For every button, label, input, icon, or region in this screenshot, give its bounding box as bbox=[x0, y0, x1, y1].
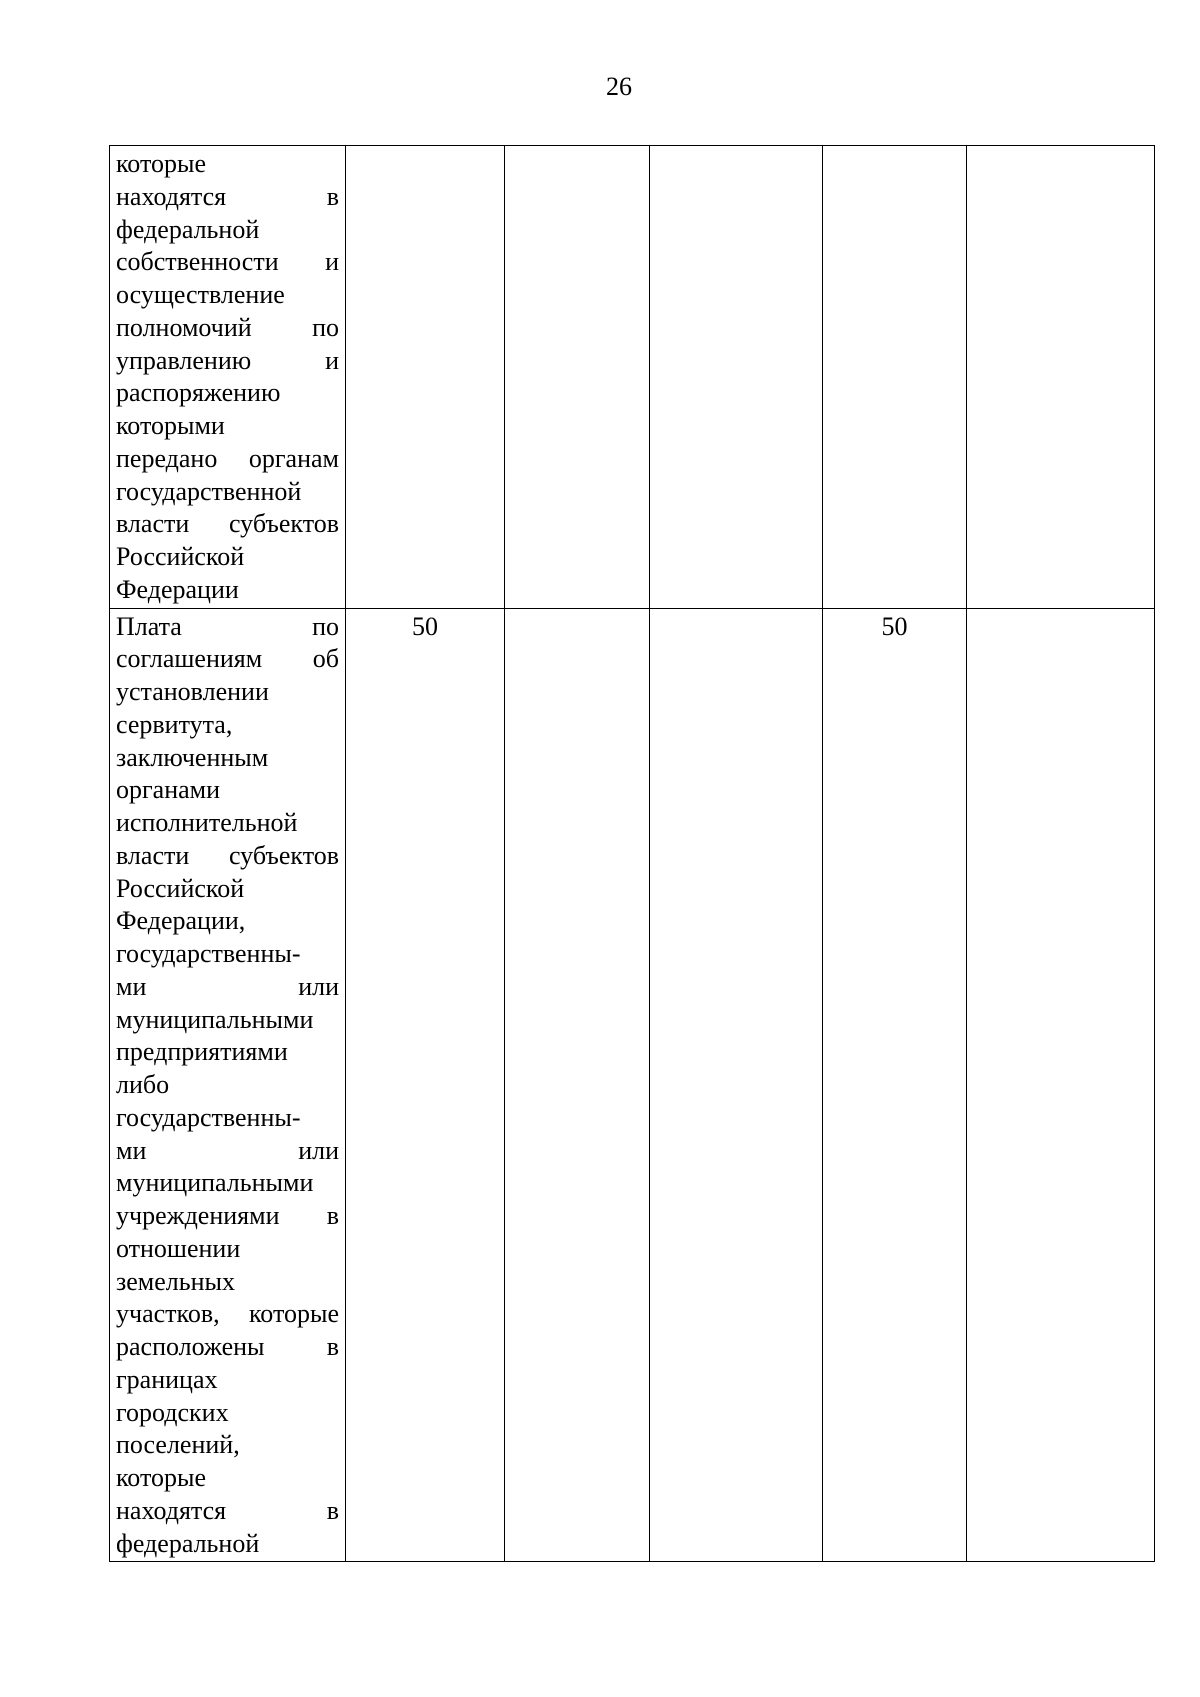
description-line: ми или bbox=[116, 971, 339, 1001]
row-description bbox=[110, 146, 346, 609]
description-line: предприятиями bbox=[116, 1037, 288, 1067]
table-cell bbox=[346, 146, 505, 609]
description-line: которые bbox=[116, 1463, 206, 1492]
table-cell: 50 bbox=[823, 608, 967, 1562]
description-line: власти субъектов bbox=[116, 840, 339, 870]
description-line: границах bbox=[116, 1364, 218, 1394]
description-line: муниципальными bbox=[116, 1168, 314, 1198]
description-line: органами bbox=[116, 775, 221, 805]
description-line: расположены в bbox=[116, 1332, 339, 1361]
description-line: сервитута, bbox=[116, 709, 233, 739]
description-line: государственны- bbox=[116, 1102, 301, 1132]
table-cell: 50 bbox=[346, 608, 505, 1562]
table-cell bbox=[505, 608, 650, 1562]
description-line: Российской bbox=[116, 542, 245, 571]
row-description bbox=[110, 608, 346, 1562]
description-line: федеральной bbox=[116, 214, 260, 244]
description-line: городских bbox=[116, 1397, 229, 1427]
description-line: либо bbox=[116, 1070, 170, 1099]
table-cell bbox=[650, 146, 823, 609]
table-cell bbox=[505, 146, 650, 609]
description-line: которыми bbox=[116, 411, 225, 440]
page-number: 26 bbox=[606, 72, 632, 101]
description-line: Федерации bbox=[116, 574, 239, 604]
description-line: которые bbox=[116, 149, 206, 178]
description-line: полномочий по bbox=[116, 312, 339, 342]
description-line: собственности и bbox=[116, 247, 339, 277]
description-line: Плата по bbox=[116, 611, 339, 641]
description-line: Российской bbox=[116, 873, 245, 903]
description-line: управлению и bbox=[116, 345, 339, 375]
description-line: распоряжению bbox=[116, 378, 281, 408]
table-cell bbox=[650, 608, 823, 1562]
description-line: находятся в bbox=[116, 181, 339, 211]
description-line: государственны- bbox=[116, 939, 301, 968]
budget-table bbox=[109, 145, 1155, 1562]
description-line: установлении bbox=[116, 677, 269, 706]
description-line: ми или bbox=[116, 1135, 339, 1165]
table-cell bbox=[823, 146, 967, 609]
description-line: передано органам bbox=[116, 443, 339, 473]
description-line: осуществление bbox=[116, 280, 285, 309]
description-line: федеральной bbox=[116, 1528, 260, 1558]
description-line: муниципальными bbox=[116, 1004, 314, 1034]
description-line: государственной bbox=[116, 476, 302, 506]
description-line: находятся в bbox=[116, 1495, 339, 1525]
description-line: власти субъектов bbox=[116, 509, 339, 539]
description-line: отношении bbox=[116, 1233, 241, 1263]
description-line: участков, которые bbox=[116, 1299, 339, 1329]
table-cell bbox=[967, 146, 1155, 609]
table-cell bbox=[967, 608, 1155, 1562]
description-line: земельных bbox=[116, 1266, 236, 1296]
table-row bbox=[110, 146, 1155, 609]
description-line: заключенным bbox=[116, 742, 269, 772]
description-line: поселений, bbox=[116, 1430, 240, 1460]
description-line: исполнительной bbox=[116, 808, 298, 837]
description-line: Федерации, bbox=[116, 906, 246, 936]
table-row bbox=[110, 608, 1155, 1562]
description-line: соглашениям об bbox=[116, 644, 339, 674]
description-line: учреждениями в bbox=[116, 1201, 339, 1230]
